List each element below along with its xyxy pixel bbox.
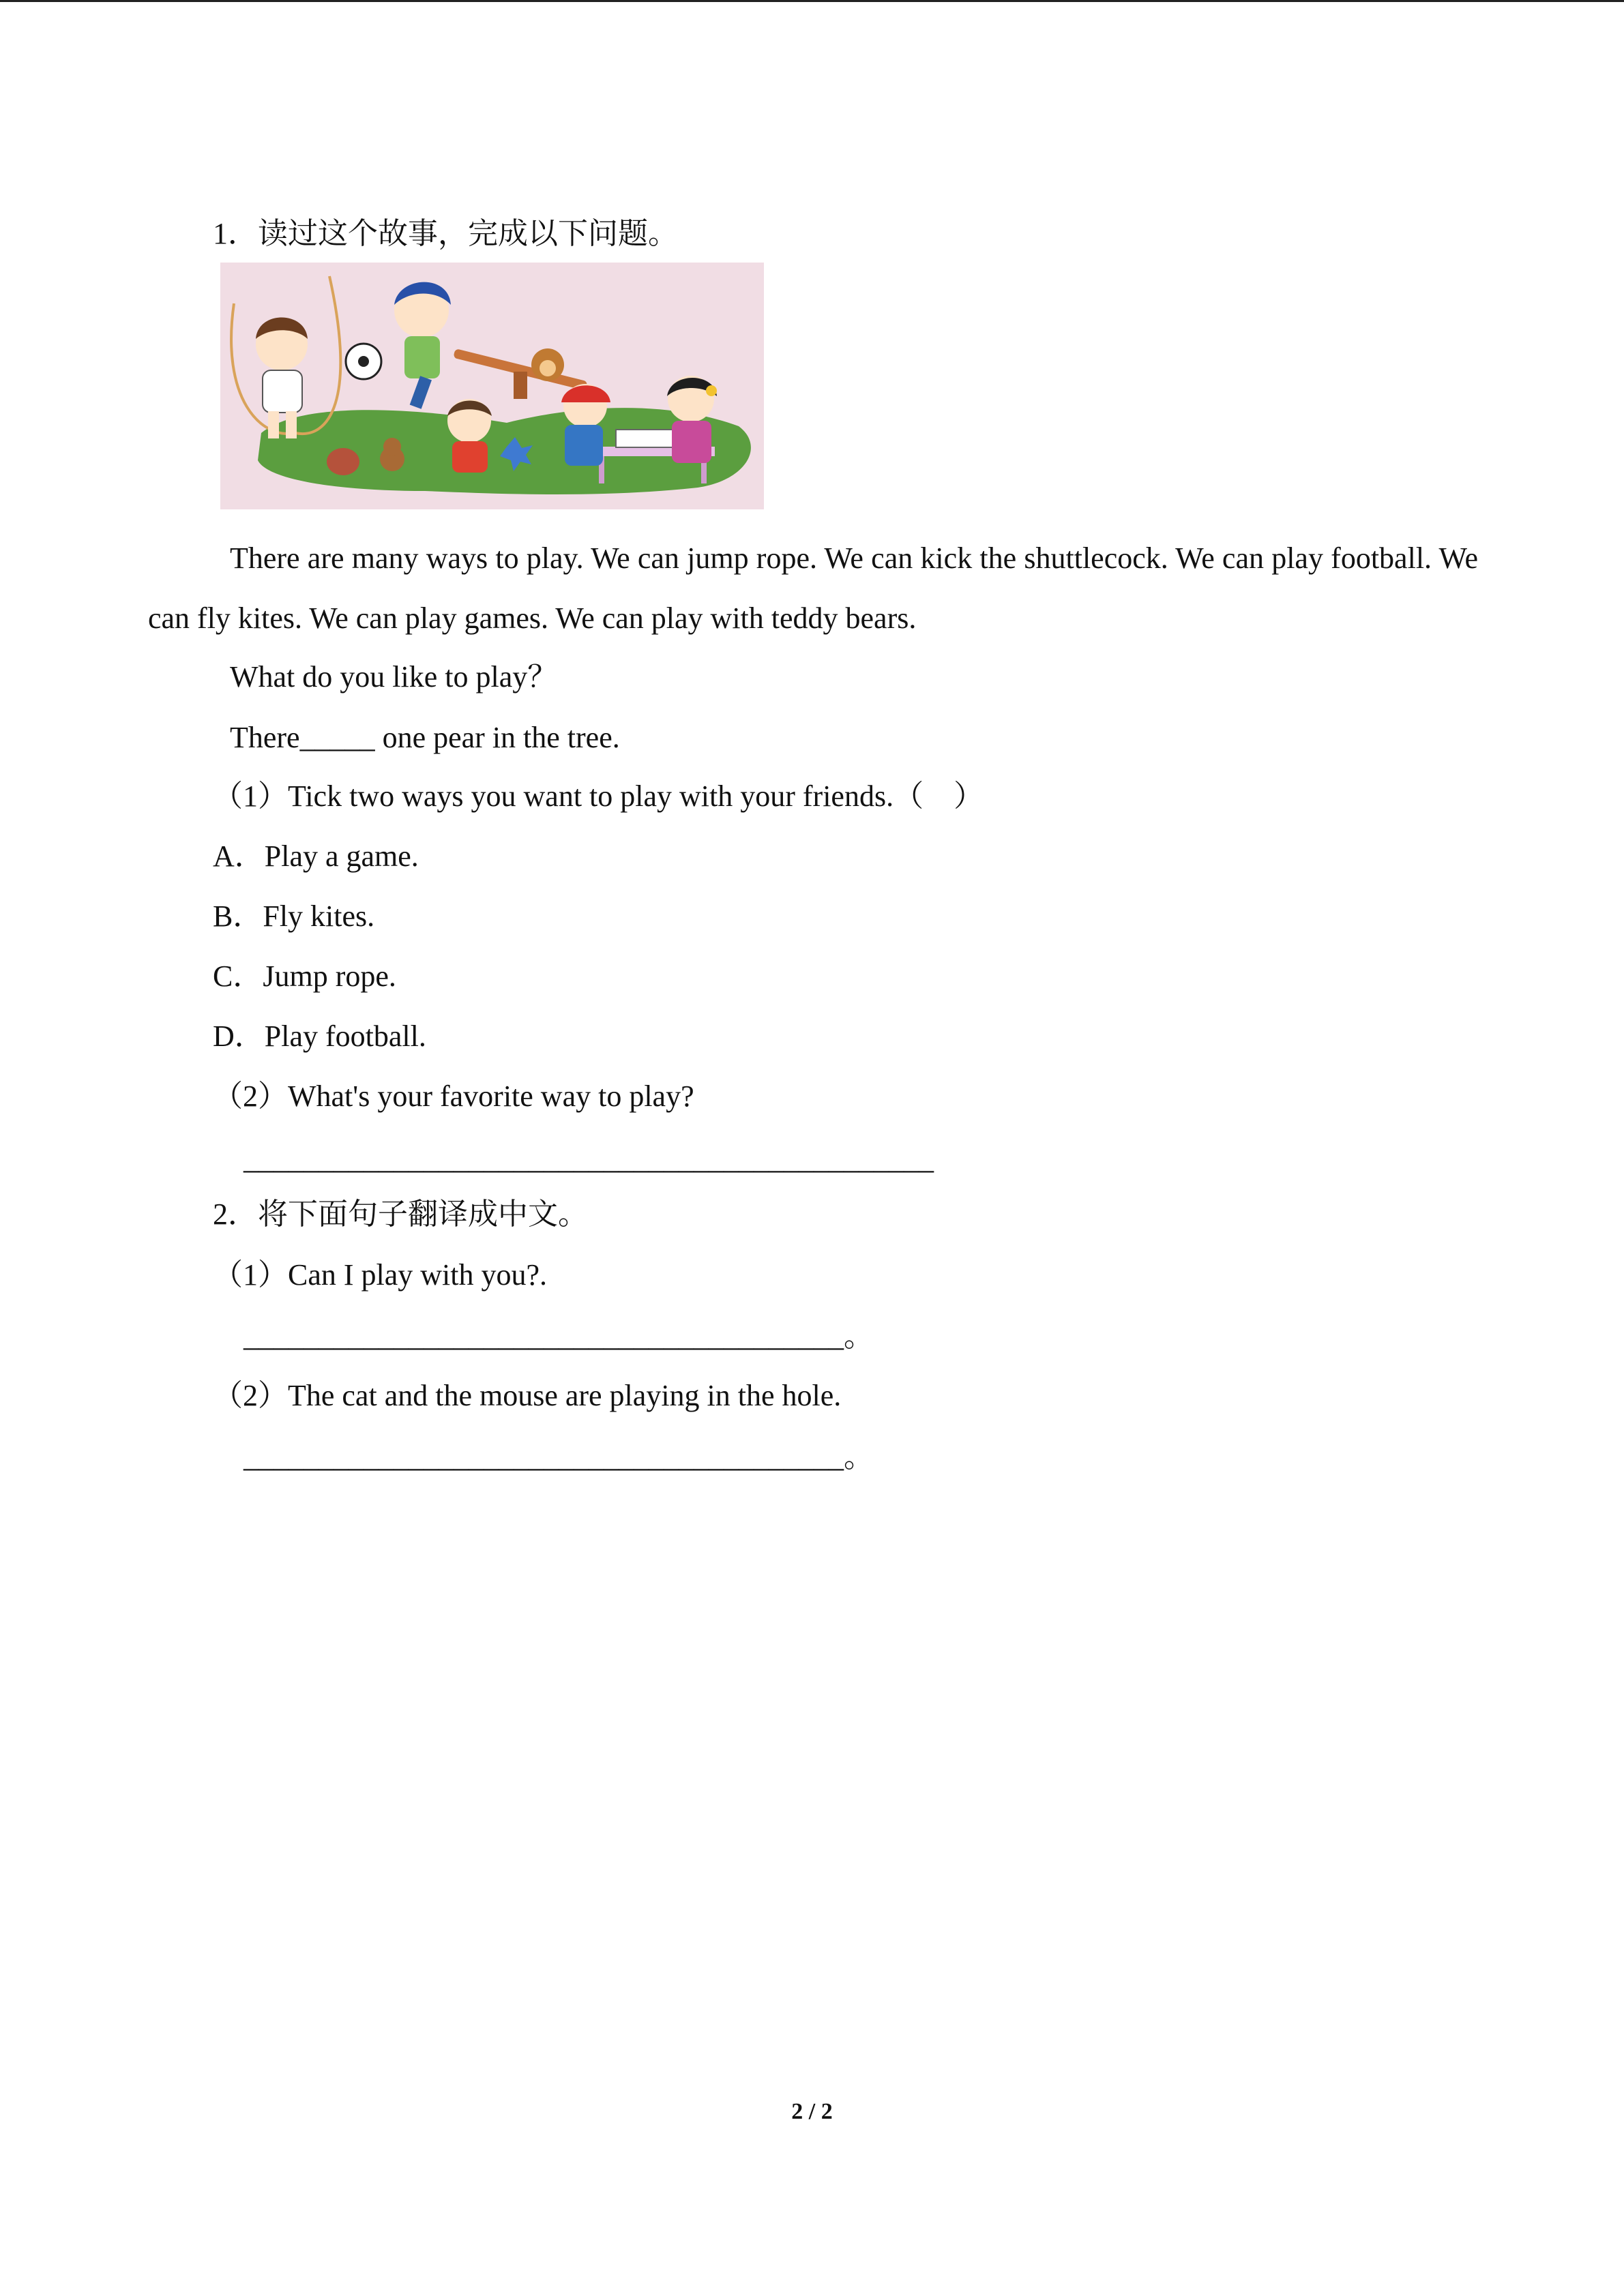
translate-item-2-prompt: （2）The cat and the mouse are playing in the hole.	[213, 1379, 842, 1412]
question-2-heading: 2．将下面句子翻译成中文。	[213, 1197, 588, 1231]
sub-question-1-prompt: （1）Tick two ways you want to play with your friends.（ ）	[213, 779, 984, 813]
fill-in-blank-sentence: There_____ one pear in the tree.	[230, 721, 620, 754]
sub-question-2-prompt: （2）What's your favorite way to play?	[213, 1079, 694, 1113]
question-1-heading: 1．读过这个故事，完成以下问题。	[213, 217, 678, 250]
translate-item-1-prompt: （1）Can I play with you?.	[213, 1258, 548, 1292]
children-playing-illustration	[220, 263, 764, 509]
page-top-border	[0, 0, 1624, 2]
option-d: D．Play football.	[213, 1019, 426, 1053]
page-number: 2 / 2	[791, 2099, 833, 2124]
translate-item-1-answer-line: ________________________________________。	[243, 1320, 874, 1353]
answer-line-favorite-way: ______________________________________________	[243, 1142, 934, 1176]
translate-item-2-answer-line: ________________________________________。	[243, 1440, 874, 1474]
option-a: A．Play a game.	[213, 839, 419, 873]
option-c: C．Jump rope.	[213, 959, 396, 993]
question-what-to-play: What do you like to play？	[230, 660, 558, 694]
reading-passage: There are many ways to play. We can jump rope. We can kick the shuttlecock. We can play football. We can fly kites. We can play games. We can play with teddy bears.	[148, 541, 1478, 635]
option-b: B．Fly kites.	[213, 899, 375, 933]
